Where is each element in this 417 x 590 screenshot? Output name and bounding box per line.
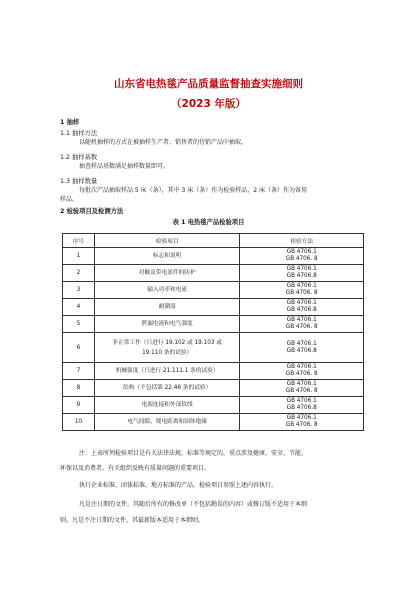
- note-paragraph-2: 执行企业标准、团体标准、地方标准的产品，检验项目参照上述内容执行。: [79, 482, 278, 489]
- row-no: 7: [63, 363, 95, 380]
- section-1-3-text-line2: 样品。: [60, 196, 79, 203]
- table-row: [63, 333, 364, 363]
- section-1-1-text: 以随机抽样的方式在被抽样生产者、销售者的待销产品中抽取。: [79, 139, 248, 146]
- row-no: 4: [63, 299, 95, 316]
- row-no: 9: [63, 397, 95, 414]
- row-item: 输入功率和电流: [94, 282, 240, 299]
- row-no: 6: [63, 333, 95, 363]
- row-no: 3: [63, 282, 95, 299]
- row-item: 对触及带电部件的防护: [94, 265, 240, 282]
- document-title: 山东省电热毯产品质量监督抽查实施细则: [114, 78, 303, 90]
- section-1-3-text-line1: 每批次产品抽取样品 5 床（条），其中 3 床（条）作为检验样品，2 床（条）作为备用: [79, 187, 307, 194]
- row-method: GB 4706.1 GB 4706. 8: [240, 380, 364, 397]
- document-subtitle: （2023 年版）: [171, 98, 246, 110]
- note-paragraph-3-line1: 凡是注日期的文件，其随后所有的修改单（不包括勘误的内容）或修订版不适用于本细: [79, 501, 308, 508]
- table-row: [63, 363, 364, 380]
- row-no: 2: [63, 265, 95, 282]
- row-no: 1: [63, 248, 95, 265]
- row-no: 8: [63, 380, 95, 397]
- table-caption: 表 1 电热毯产品检验项目: [172, 219, 245, 226]
- table-row: [63, 380, 364, 397]
- row-method: GB 4706.1 GB 4706.8: [240, 299, 364, 316]
- table-row: [63, 414, 364, 431]
- table-row: [63, 265, 364, 282]
- row-item: 电气间隙、爬电距离和固体绝缘: [94, 414, 240, 431]
- inspection-items-table: [62, 233, 364, 431]
- row-method: GB 4706.1 GB 4706.8: [240, 397, 364, 414]
- section-1-3-heading: 1.3 抽样数量: [60, 178, 98, 185]
- row-item: 标志和说明: [94, 248, 240, 265]
- row-item: 耐潮湿: [94, 299, 240, 316]
- table-header-row: [63, 234, 364, 248]
- row-item: 机械强度（只进行 21.111.1 条的试验）: [94, 363, 240, 380]
- section-1-1-heading: 1.1 抽样方法: [60, 130, 98, 137]
- row-method: GB 4706.1 GB 4706.8: [240, 265, 364, 282]
- section-1-heading: 1 抽样: [60, 119, 80, 126]
- section-1-2-heading: 1.2 抽样基数: [60, 154, 98, 161]
- row-item: 非正常工作（只进行 19.102 或 19.103 或 19.110 条的试验）: [94, 333, 240, 363]
- header-item: 检验项目: [94, 234, 240, 248]
- row-method: GB 4706.1 GB 4706. 8: [240, 316, 364, 333]
- table-row: [63, 299, 364, 316]
- row-no: 5: [63, 316, 95, 333]
- row-method: GB 4706.1 GB 4706. 8: [240, 363, 364, 380]
- section-2-heading: 2 检验项目及检测方法: [60, 208, 124, 215]
- row-method: GB 4706.1 GB 4706. 8: [240, 414, 364, 431]
- note-paragraph-1-line1: 注：上表所列检验项目是有关法律法规、标准等规定的，重点涉及健康、安全、节能、: [79, 450, 308, 457]
- row-item: 结构（不包括第 22.46 条的试验）: [94, 380, 240, 397]
- row-item: 泄漏电流和电气强度: [94, 316, 240, 333]
- section-1-2-text: 抽查样品基数满足抽样数量即可。: [79, 163, 170, 170]
- row-item: 电源连接和外部软线: [94, 397, 240, 414]
- header-method: 检验方法: [240, 234, 364, 248]
- note-paragraph-3-line2: 则。凡是不注日期的文件，其最新版本适用于本细则。: [60, 517, 205, 524]
- row-method: GB 4706.1 GB 4706. 8: [240, 282, 364, 299]
- row-method: GB 4706.1 GB 4706. 8: [240, 248, 364, 265]
- row-method: GB 4706.1 GB 4706.8: [240, 333, 364, 363]
- table-row: [63, 282, 364, 299]
- header-no: 序号: [63, 234, 95, 248]
- row-no: 10: [63, 414, 95, 431]
- table-row: [63, 248, 364, 265]
- table-row: [63, 316, 364, 333]
- note-paragraph-1-line2: 环保以及消费者、有关组织反映有质量问题的重要项目。: [60, 465, 211, 472]
- table-row: [63, 397, 364, 414]
